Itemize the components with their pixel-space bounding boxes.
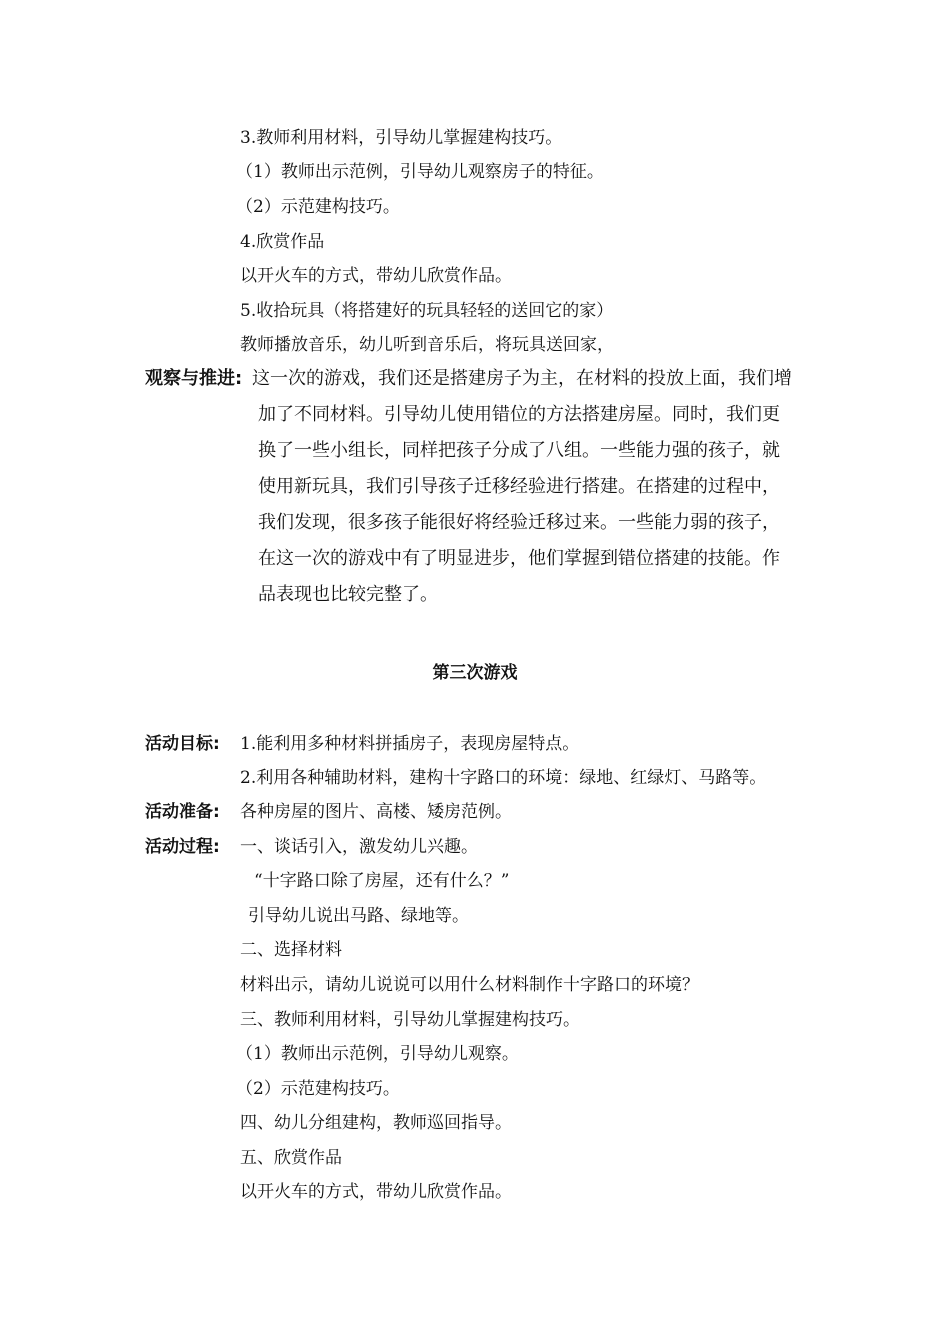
step-3: 3.教师利用材料，引导幼儿掌握建构技巧。 bbox=[240, 128, 563, 148]
prep-label: 活动准备: bbox=[145, 802, 220, 822]
prep-text: 各种房屋的图片、高楼、矮房范例。 bbox=[240, 802, 512, 822]
goal-1: 1.能利用多种材料拼插房子，表现房屋特点。 bbox=[240, 734, 580, 754]
observe-label: 观察与推进: bbox=[145, 368, 243, 389]
observe-line-4: 使用新玩具，我们引导孩子迁移经验进行搭建。在搭建的过程中， bbox=[258, 476, 780, 497]
observe-line-1: 这一次的游戏，我们还是搭建房子为主，在材料的投放上面，我们增 bbox=[252, 368, 792, 389]
step-4-detail: 以开火车的方式，带幼儿欣赏作品。 bbox=[240, 266, 512, 286]
observe-line-7: 品表现也比较完整了。 bbox=[258, 584, 438, 605]
process-step-5-detail: 以开火车的方式，带幼儿欣赏作品。 bbox=[240, 1182, 512, 1202]
process-step-2-detail: 材料出示，请幼儿说说可以用什么材料制作十字路口的环境？ bbox=[240, 975, 699, 995]
step-3-1: （1）教师出示范例，引导幼儿观察房子的特征。 bbox=[236, 162, 604, 182]
process-step-3: 三、教师利用材料，引导幼儿掌握建构技巧。 bbox=[240, 1010, 580, 1030]
process-step-1: 一、谈话引入，激发幼儿兴趣。 bbox=[240, 837, 478, 857]
process-step-3-1: （1）教师出示范例，引导幼儿观察。 bbox=[236, 1044, 519, 1064]
process-guide: 引导幼儿说出马路、绿地等。 bbox=[248, 906, 469, 926]
process-quote: “十字路口除了房屋，还有什么？” bbox=[254, 871, 510, 891]
step-4: 4.欣赏作品 bbox=[240, 232, 325, 252]
observe-line-2: 加了不同材料。引导幼儿使用错位的方法搭建房屋。同时，我们更 bbox=[258, 404, 780, 425]
goal-2: 2.利用各种辅助材料，建构十字路口的环境：绿地、红绿灯、马路等。 bbox=[240, 768, 767, 788]
process-label: 活动过程: bbox=[145, 837, 220, 857]
process-step-5: 五、欣赏作品 bbox=[240, 1148, 342, 1168]
process-step-2: 二、选择材料 bbox=[240, 940, 342, 960]
process-step-4: 四、幼儿分组建构，教师巡回指导。 bbox=[240, 1113, 512, 1133]
section-title: 第三次游戏 bbox=[432, 663, 518, 683]
observe-line-3: 换了一些小组长，同样把孩子分成了八组。一些能力强的孩子，就 bbox=[258, 440, 780, 461]
observe-line-5: 我们发现，很多孩子能很好将经验迁移过来。一些能力弱的孩子， bbox=[258, 512, 780, 533]
step-5-detail: 教师播放音乐，幼儿听到音乐后，将玩具送回家， bbox=[240, 335, 614, 355]
observe-line-6: 在这一次的游戏中有了明显进步，他们掌握到错位搭建的技能。作 bbox=[258, 548, 780, 569]
goal-label: 活动目标: bbox=[145, 734, 220, 754]
step-5: 5.收拾玩具（将搭建好的玩具轻轻的送回它的家） bbox=[240, 301, 614, 321]
step-3-2: （2）示范建构技巧。 bbox=[236, 197, 400, 217]
process-step-3-2: （2）示范建构技巧。 bbox=[236, 1079, 400, 1099]
